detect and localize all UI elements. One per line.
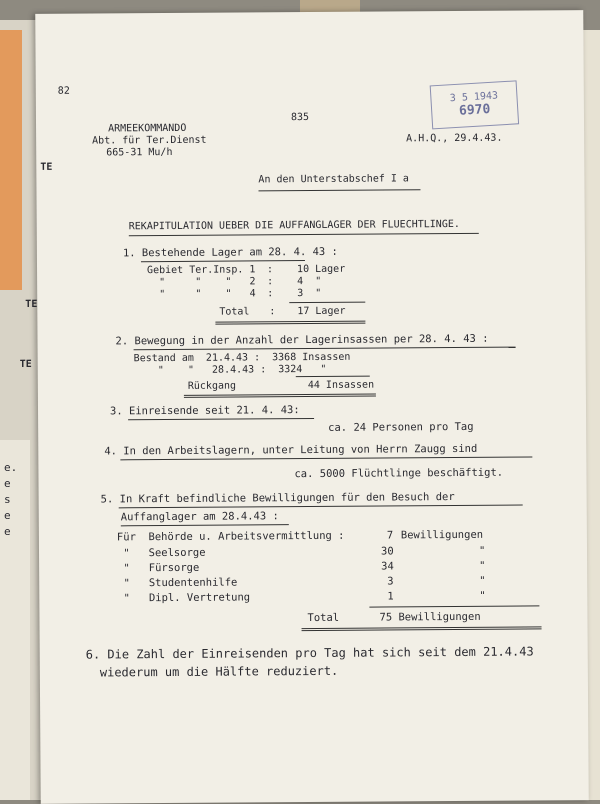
- section5-row-label: " Fürsorge: [117, 561, 200, 575]
- section1-row-label: " " " 2: [147, 276, 256, 289]
- document-page: [19, 10, 589, 804]
- section1-double-rule: [215, 321, 365, 325]
- location-date: A.H.Q., 29.4.43.: [406, 132, 503, 145]
- section5-row-count: 1: [387, 590, 394, 603]
- margin-page-number: 82: [57, 85, 70, 97]
- section5-row-label: " Studentenhilfe: [117, 576, 238, 590]
- section2-row: " " 28.4.43 : 3324 ": [133, 363, 327, 377]
- org-line-3: 665-31 Mu/h: [106, 146, 173, 159]
- section2-heading: 2. Bewegung in der Anzahl der Lagerinsassen per 28. 4. 43 :: [115, 332, 489, 348]
- section5-row-count: 34: [381, 560, 394, 573]
- section5-double-rule: [302, 626, 542, 631]
- section5-row-count: 3: [387, 575, 394, 588]
- section4-heading: 4. In den Arbeitslagern, unter Leitung von Herrn Zaugg sind: [104, 442, 478, 458]
- stamp-number: 6970: [458, 101, 491, 119]
- section5-row-count: 7: [386, 529, 394, 542]
- section5-total-label: Total: [307, 611, 340, 625]
- section1-total-sep: :: [269, 306, 276, 318]
- section5-row-unit: ": [479, 559, 486, 572]
- org-line-2: Abt. für Ter.Dienst: [92, 134, 207, 147]
- section1-row-value: 3 ": [297, 287, 322, 300]
- section5-row-unit: ": [479, 589, 486, 602]
- orange-folder-tab: [0, 30, 22, 290]
- left-sheet-letter: s: [4, 493, 11, 506]
- section2-sum-rule: [296, 376, 370, 378]
- section1-row-label: Gebiet Ter.Insp. 1: [147, 264, 256, 277]
- section5-row-unit: ": [478, 544, 486, 557]
- section5-row-label: " Dipl. Vertretung: [117, 591, 251, 605]
- left-sheet-letter: e: [4, 525, 11, 538]
- section1-row-sep: :: [267, 276, 274, 288]
- section5-row-label: " Seelsorge: [116, 546, 206, 560]
- section1-row-label: " " " 4: [147, 288, 256, 301]
- section1-heading: 1. Bestehende Lager am 28. 4. 43 :: [122, 245, 338, 260]
- recipient-underline: [258, 189, 420, 191]
- section5-heading2-underline: [121, 524, 289, 526]
- section1-row-value: 4 ": [297, 275, 322, 288]
- recipient-line: An den Unterstabschef I a: [258, 173, 409, 186]
- left-sheet-letter: e.: [4, 461, 18, 474]
- section5-row-unit: Bewilligungen: [400, 528, 484, 542]
- title-underline: [129, 233, 479, 236]
- left-partial-sheet: [0, 440, 30, 800]
- org-line-1: ARMEEKOMMANDO: [108, 122, 187, 135]
- section3-heading: 3. Einreisende seit 21. 4. 43:: [109, 404, 300, 418]
- section3-heading-underline: [128, 418, 314, 420]
- margin-tab-mark: TE: [25, 298, 38, 310]
- received-stamp: [430, 80, 519, 129]
- section5-row-label: Für Behörde u. Arbeitsvermittlung :: [116, 529, 345, 544]
- document-title: REKAPITULATION UEBER DIE AUFFANGLAGER DER FLUECHTLINGE.: [128, 218, 460, 233]
- section1-row-sep: :: [267, 264, 274, 276]
- section5-sum-rule: [369, 605, 539, 607]
- section4-value: ca. 5000 Flüchtlinge beschäftigt.: [294, 466, 504, 481]
- left-sheet-letter: e: [4, 509, 11, 522]
- section2-heading-underline: [134, 347, 516, 351]
- section6-line2: wiederum um die Hälfte reduziert.: [99, 663, 339, 680]
- margin-tab-mark: TE: [40, 161, 53, 173]
- section2-diff-value: 44 Insassen: [307, 379, 375, 392]
- page-number: 835: [290, 112, 310, 124]
- section5-row-unit: ": [479, 574, 486, 587]
- stamp-date: 3 5 1943: [449, 90, 499, 105]
- section5-total-value: 75 Bewilligungen: [379, 610, 481, 624]
- section5-row-count: 30: [380, 545, 394, 558]
- section1-sum-rule: [289, 302, 365, 304]
- section6-line1: 6. Die Zahl der Einreisenden pro Tag hat sich seit dem 21.4.43: [85, 644, 534, 662]
- section1-row-value: 10 Lager: [297, 263, 346, 276]
- section5-heading-line2: Auffanglager am 28.4.43 :: [120, 510, 279, 524]
- section5-heading-underline: [119, 505, 523, 509]
- section4-heading-underline: [120, 456, 532, 460]
- section2-diff-label: Rückgang: [187, 380, 237, 392]
- section2-row: Bestand am 21.4.43 : 3368 Insassen: [133, 351, 351, 365]
- section1-heading-underline: [141, 260, 305, 262]
- section1-total-value: 17 Lager: [297, 305, 346, 318]
- section5-heading-line1: 5. In Kraft befindliche Bewilligungen für den Besuch der: [100, 491, 455, 506]
- section3-value: ca. 24 Personen pro Tag: [328, 420, 474, 434]
- left-sheet-letter: e: [4, 477, 11, 490]
- section1-row-sep: :: [267, 288, 274, 300]
- section1-total-label: Total: [219, 306, 250, 318]
- section2-double-rule: [184, 394, 376, 398]
- margin-tab-mark: TE: [19, 358, 32, 371]
